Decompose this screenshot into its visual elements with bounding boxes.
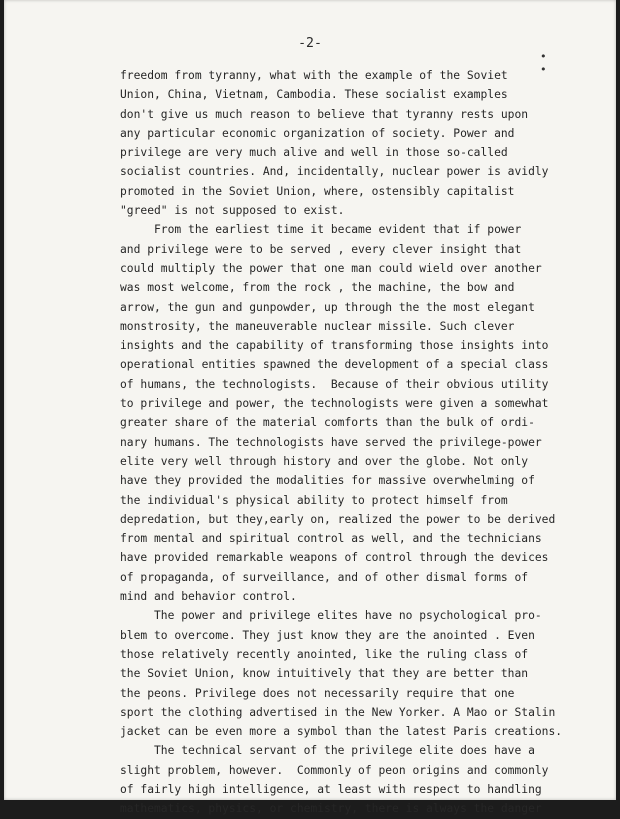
text-line: sport the clothing advertised in the New Yorker. A Mao or Stalin	[120, 705, 556, 719]
text-line: from mental and spiritual control as well, and the technicians	[120, 532, 542, 546]
text-line: of fairly high intelligence, at least with respect to handling	[120, 782, 542, 796]
text-line: greater share of the material comforts than the bulk of ordi-	[120, 416, 535, 430]
text-line: was most welcome, from the rock , the machine, the bow and	[120, 281, 515, 295]
text-line: elite very well through history and over the globe. Not only	[120, 454, 529, 468]
text-line: nary humans. The technologists have served the privilege-power	[120, 435, 542, 449]
text-line: of humans, the technologists. Because of their obvious utility	[120, 377, 549, 391]
text-line: and privilege were to be served , every clever insight that	[120, 242, 522, 256]
text-line: Union, China, Vietnam, Cambodia. These socialist examples	[120, 88, 508, 102]
text-line: the peons. Privilege does not necessarily require that one	[120, 686, 515, 700]
text-line: jacket can be even more a symbol than the latest Paris creations.	[120, 725, 563, 739]
text-line: to privilege and power, the technologists were given a somewhat	[120, 397, 549, 411]
text-line: blem to overcome. They just know they are the anointed . Even	[120, 628, 535, 642]
text-line: The technical servant of the privilege elite does have a	[120, 744, 535, 758]
text-line: those relatively recently anointed, like the ruling class of	[120, 647, 529, 661]
text-line: of propaganda, of surveillance, and of other dismal forms of	[120, 570, 529, 584]
text-line: mind and behavior control.	[120, 590, 297, 604]
text-line: arrow, the gun and gunpowder, up through the the most elegant	[120, 300, 535, 314]
page-number: -2-	[298, 36, 322, 51]
text-line: The power and privilege elites have no psychological pro-	[120, 609, 542, 623]
text-line: depredation, but they,early on, realized the power to be derived	[120, 512, 556, 526]
text-line: any particular economic organization of society. Power and	[120, 126, 515, 140]
text-line: socialist countries. And, incidentally, nuclear power is avidly	[120, 165, 549, 179]
text-line: could multiply the power that one man could wield over another	[120, 261, 542, 275]
text-line: mathematics, physics, or chemistry, there is always the danger	[120, 802, 542, 816]
text-line: don't give us much reason to believe that tyranny rests upon	[120, 107, 529, 121]
text-line: freedom from tyranny, what with the example of the Soviet	[120, 69, 508, 82]
body-text	[120, 66, 590, 819]
corner-marks: • •	[540, 50, 581, 76]
text-line: operational entities spawned the development of a special class	[120, 358, 549, 372]
text-line: have provided remarkable weapons of control through the devices	[120, 551, 549, 565]
text-line: slight problem, however. Commonly of peon origins and commonly	[120, 763, 549, 777]
text-line: monstrosity, the maneuverable nuclear missile. Such clever	[120, 319, 515, 333]
text-line: the individual's physical ability to protect himself from	[120, 493, 508, 507]
text-line: the Soviet Union, know intuitively that they are better than	[120, 667, 529, 681]
document-page	[4, 0, 616, 816]
text-line: "greed" is not supposed to exist.	[120, 204, 345, 218]
text-line: have they provided the modalities for massive overwhelming of	[120, 474, 535, 488]
text-line: insights and the capability of transforming those insights into	[120, 339, 549, 353]
text-line: promoted in the Soviet Union, where, ostensibly capitalist	[120, 184, 515, 198]
text-line: From the earliest time it became evident that if power	[120, 223, 522, 237]
text-line: privilege are very much alive and well in those so-called	[120, 146, 508, 160]
